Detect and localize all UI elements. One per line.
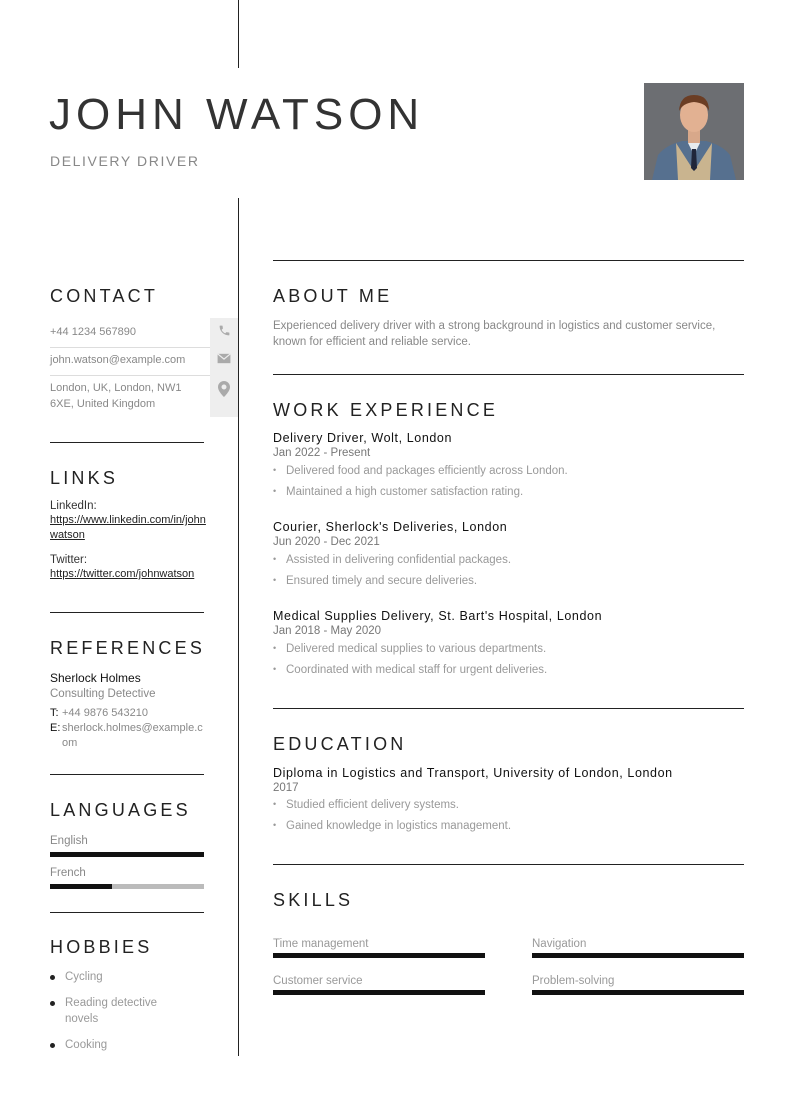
skill-level-bar [273,990,485,995]
hobby-item: Cooking [50,1037,180,1053]
reference-email-row [50,721,210,751]
contact-phone-row [50,318,238,348]
job-bullet: • Maintained a high customer satisfaction rating. [273,486,743,498]
top-divider-line [238,0,239,68]
contact-phone: +44 1234 567890 [50,326,136,338]
phone-icon [210,318,238,347]
references-heading: REFERENCES [50,638,206,658]
divider [50,612,204,613]
contact-email-row [50,347,238,376]
job-bullet: • Coordinated with medical staff for urgent deliveries. [273,664,743,676]
linkedin-link[interactable]: https://www.linkedin.com/in/johnwatson [50,514,206,541]
job-entry [273,609,743,676]
hobby-item: Reading detective novels [50,995,180,1027]
divider [273,374,744,375]
twitter-link[interactable]: https://twitter.com/johnwatson [50,568,195,580]
map-pin-icon [210,375,238,417]
job-bullet: • Delivered food and packages efficiently across London. [273,465,743,477]
skill-level-fill [273,953,485,958]
language-level-bar [50,852,204,857]
skill-item [532,938,744,958]
skills-heading: SKILLS [273,890,354,910]
job-entry-title: Medical Supplies Delivery, St. Bart's Hospital, London [273,609,603,623]
about-heading: ABOUT ME [273,286,393,306]
job-entry [273,431,743,498]
reference-role: Consulting Detective [50,688,156,700]
education-year: 2017 [273,782,299,794]
linkedin-label: LinkedIn: [50,500,97,512]
job-entry-title: Delivery Driver, Wolt, London [273,431,453,445]
language-level-fill [50,884,112,889]
job-bullet: • Delivered medical supplies to various departments. [273,643,743,655]
reference-email-prefix: E: [50,722,61,734]
job-entry-title: Courier, Sherlock's Deliveries, London [273,520,508,534]
skill-name: Time management [273,938,369,950]
skill-name: Problem-solving [532,975,615,987]
reference-name: Sherlock Holmes [50,671,141,685]
language-level-fill [50,852,204,857]
twitter-label: Twitter: [50,554,88,566]
skill-item [532,975,744,995]
skill-level-bar [532,953,744,958]
links-heading: LINKS [50,468,119,488]
skill-name: Customer service [273,975,363,987]
languages-heading: LANGUAGES [50,800,191,820]
job-entry-dates: Jan 2022 - Present [273,447,371,459]
column-divider-line [238,198,239,1056]
language-name: English [50,835,88,847]
candidate-name: JOHN WATSON [49,90,425,139]
skill-level-fill [532,953,744,958]
job-entry-dates: Jun 2020 - Dec 2021 [273,536,380,548]
skill-level-fill [532,990,744,995]
hobby-item: Cycling [50,969,180,985]
job-entry [273,520,743,587]
hobbies-heading: HOBBIES [50,937,153,957]
skill-item [273,938,485,958]
contact-email: john.watson@example.com [50,354,186,366]
language-french [50,865,204,889]
language-english [50,833,204,857]
language-name: French [50,867,86,879]
job-entry-dates: Jan 2018 - May 2020 [273,625,382,637]
contact-heading: CONTACT [50,286,159,306]
reference-phone: +44 9876 543210 [62,707,148,719]
divider [50,774,204,775]
about-text: Experienced delivery driver with a strong background in logistics and customer service, known for efficient and reliable service. [273,320,716,348]
education-heading: EDUCATION [273,734,407,754]
divider [50,912,204,913]
skill-level-bar [532,990,744,995]
hobbies-list [50,969,180,1053]
divider [273,260,744,261]
contact-address-row [50,375,238,417]
links-list [50,500,206,582]
reference-phone-prefix: T: [50,707,59,719]
skill-level-fill [273,990,485,995]
education-entry [273,766,743,832]
job-bullet: • Ensured timely and secure deliveries. [273,575,743,587]
profile-photo [644,83,744,180]
job-title: DELIVERY DRIVER [50,153,200,169]
reference-email: sherlock.holmes@example.com [62,722,203,749]
job-bullet: • Assisted in delivering confidential packages. [273,554,743,566]
divider [273,864,744,865]
work-experience-heading: WORK EXPERIENCE [273,400,499,420]
divider [273,708,744,709]
contact-address: London, UK, London, NW1 6XE, United Kingdom [50,382,182,410]
skill-level-bar [273,953,485,958]
reference-phone-row [50,706,210,721]
envelope-icon [210,347,238,375]
reference-entry [50,670,210,751]
skill-item [273,975,485,995]
skill-name: Navigation [532,938,587,950]
education-bullet: • Gained knowledge in logistics management. [273,820,743,832]
education-bullet: • Studied efficient delivery systems. [273,799,743,811]
education-degree: Diploma in Logistics and Transport, University of London, London [273,766,673,780]
divider [50,442,204,443]
language-level-bar [50,884,204,889]
